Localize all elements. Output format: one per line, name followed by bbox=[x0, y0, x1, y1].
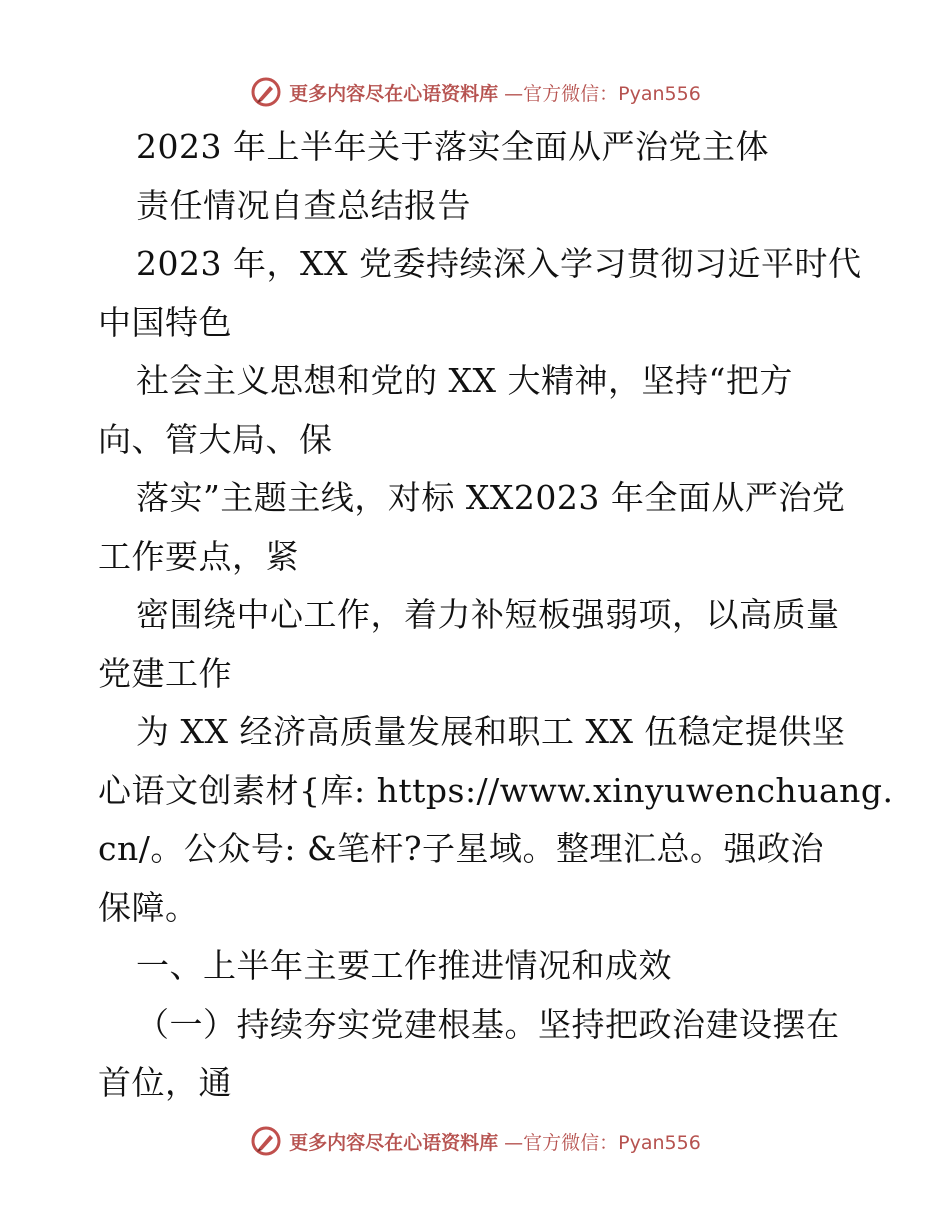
banner-wechat: —官方微信：Pyan556 bbox=[504, 1131, 701, 1154]
paragraph-line: 中国特色 bbox=[98, 302, 232, 342]
banner-prefix: 更多内容尽在心语资料库 bbox=[289, 82, 499, 105]
document-body bbox=[98, 118, 894, 1113]
paragraph-line: 向、管大局、保 bbox=[98, 419, 333, 459]
paragraph-line: 心语文创素材{库: https://www.xinyuwenchuang. bbox=[98, 770, 894, 810]
header-banner bbox=[0, 72, 950, 112]
paragraph-line: 首位，通 bbox=[98, 1063, 232, 1102]
paragraph-line: cn/。公众号: &笔杆?子星域。整理汇总。强政治 bbox=[98, 829, 825, 868]
title-line-2: 责任情况自查总结报告 bbox=[136, 185, 471, 225]
paragraph-line: 落实”主题主线，对标 XX2023 年全面从严治党 bbox=[136, 478, 846, 517]
banner-prefix: 更多内容尽在心语资料库 bbox=[289, 1131, 499, 1154]
paragraph-line: 保障。 bbox=[98, 887, 199, 927]
title-line-1: 2023 年上半年关于落实全面从严治党主体 bbox=[136, 127, 769, 166]
section-heading: 一、上半年主要工作推进情况和成效 bbox=[136, 946, 672, 985]
paragraph-line: 为 XX 经济高质量发展和职工 XX 伍稳定提供坚 bbox=[136, 712, 846, 751]
paragraph-line: 2023 年，XX 党委持续深入学习贯彻习近平时代 bbox=[136, 244, 862, 283]
paragraph-line: （一）持续夯实党建根基。坚持把政治建设摆在 bbox=[136, 1004, 840, 1044]
paragraph-line: 社会主义思想和党的 XX 大精神，坚持“把方 bbox=[136, 361, 793, 400]
pen-logo-icon bbox=[249, 75, 283, 109]
paragraph-line: 工作要点，紧 bbox=[98, 536, 299, 576]
footer-banner bbox=[0, 1121, 950, 1161]
paragraph-line: 密围绕中心工作，着力补短板强弱项，以高质量 bbox=[136, 595, 840, 634]
banner-wechat: —官方微信：Pyan556 bbox=[504, 82, 701, 105]
paragraph-line: 党建工作 bbox=[98, 653, 232, 693]
pen-logo-icon bbox=[249, 1124, 283, 1158]
